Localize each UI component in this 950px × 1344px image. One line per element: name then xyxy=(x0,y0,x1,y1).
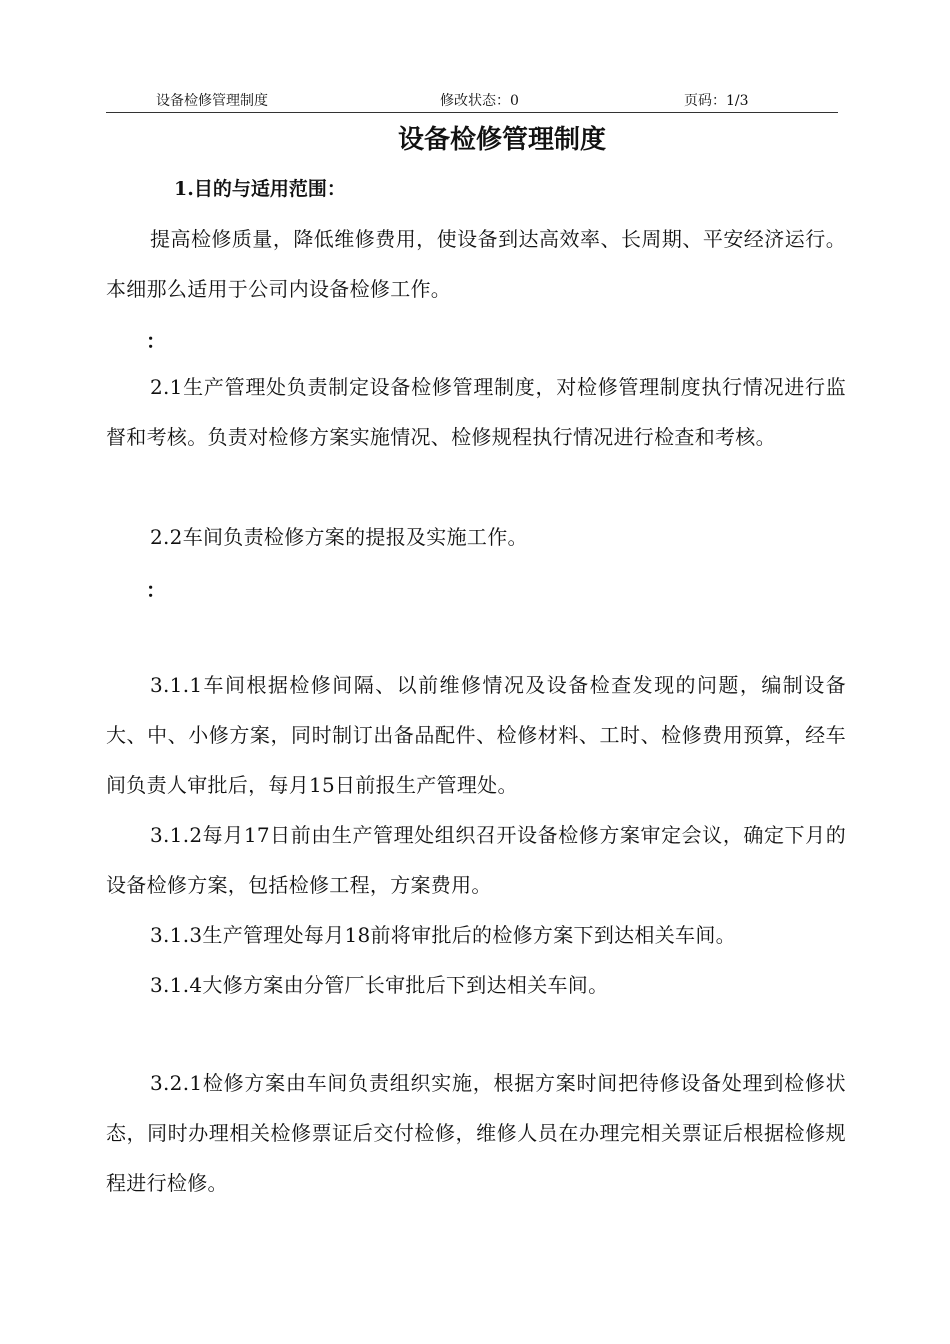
section-marker-colon: ： xyxy=(146,329,166,353)
page-header xyxy=(106,90,838,113)
paragraph-3-1-2: 3.1.2每月17日前由生产管理处组织召开设备检修方案审定会议，确定下月的设备检修方案，包括检修工程，方案费用。 xyxy=(106,823,846,897)
document-title: 设备检修管理制度 xyxy=(397,125,606,155)
paragraph-3-1-4: 3.1.4大修方案由分管厂长审批后下到达相关车间。 xyxy=(150,973,609,997)
header-document-name: 设备检修管理制度 xyxy=(156,93,268,109)
header-revision-status: 修改状态：0 xyxy=(440,93,519,109)
section-marker-colon: ： xyxy=(146,578,166,602)
paragraph-3-2-1: 3.2.1检修方案由车间负责组织实施，根据方案时间把待修设备处理到检修状态，同时办理相关检修票证后交付检修，维修人员在办理完相关票证后根据检修规程进行检修。 xyxy=(106,1071,846,1195)
section-heading-purpose-scope: 1.目的与适用范围： xyxy=(174,178,346,200)
paragraph-2-1: 2.1生产管理处负责制定设备检修管理制度，对检修管理制度执行情况进行监督和考核。负责对检修方案实施情况、检修规程执行情况进行检查和考核。 xyxy=(106,375,846,449)
paragraph-purpose: 提高检修质量，降低维修费用，使设备到达高效率、长周期、平安经济运行。本细那么适用于公司内设备检修工作。 xyxy=(106,227,846,301)
paragraph-3-1-3: 3.1.3生产管理处每月18前将审批后的检修方案下到达相关车间。 xyxy=(150,923,736,947)
header-page-number: 页码：1/3 xyxy=(684,93,749,109)
paragraph-2-2: 2.2车间负责检修方案的提报及实施工作。 xyxy=(150,525,528,549)
paragraph-3-1-1: 3.1.1车间根据检修间隔、以前维修情况及设备检查发现的问题，编制设备大、中、小修方案，同时制订出备品配件、检修材料、工时、检修费用预算，经车间负责人审批后，每月15日前报生产管理处。 xyxy=(106,673,846,797)
